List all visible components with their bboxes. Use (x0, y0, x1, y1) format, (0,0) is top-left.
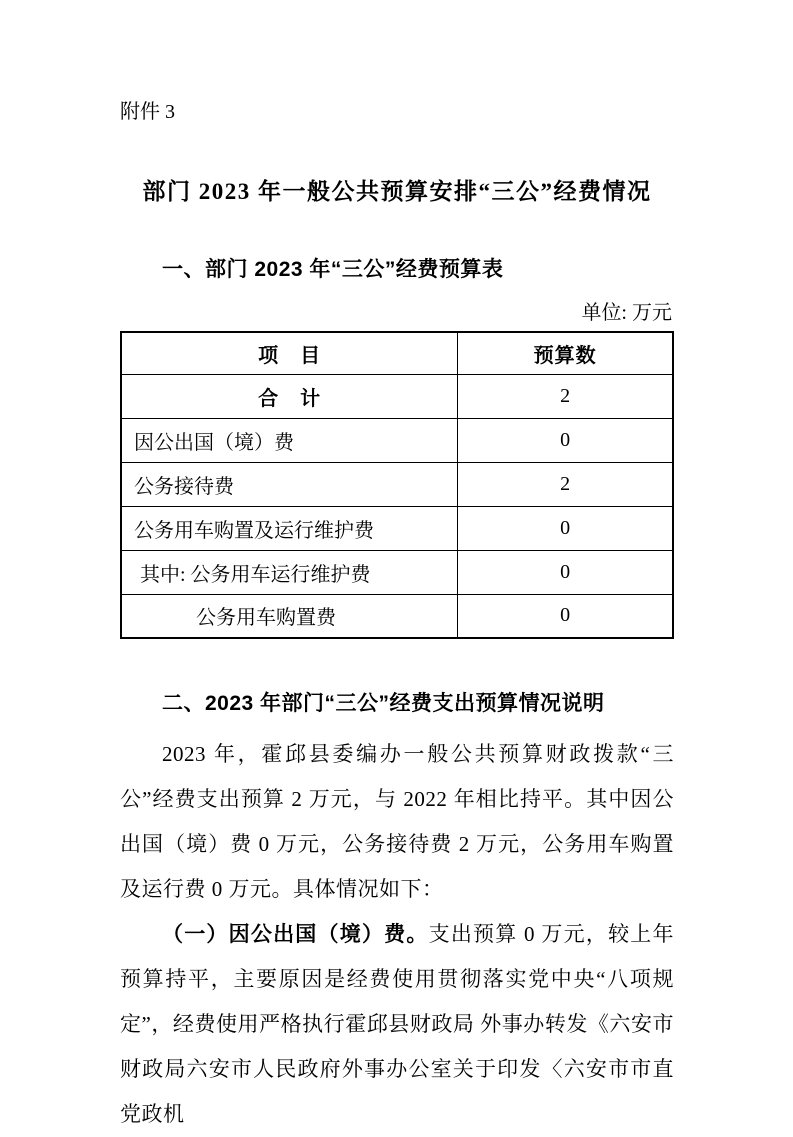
column-header-budget: 预算数 (458, 332, 673, 374)
table-row (121, 418, 673, 462)
document-title: 部门 2023 年一般公共预算安排“三公”经费情况 (142, 179, 652, 204)
budget-table (120, 331, 674, 639)
paragraph-text: 支出预算 0 万元，较上年预算持平，主要原因是经费使用贯彻落实党中央“八项规定”，经费使用严格执行霍邱县财政局 外事办转发《六安市财政局六安市人民政府外事办公室关于印发〈六安市市直党政机 (120, 922, 674, 1126)
table-row (121, 506, 673, 550)
paragraph (120, 732, 674, 912)
row-value: 0 (458, 594, 673, 638)
table-header-row (121, 332, 673, 374)
unit-note: 单位: 万元 (581, 302, 672, 324)
row-label: 公务接待费 (121, 462, 458, 506)
paragraph (120, 912, 674, 1137)
row-value: 0 (458, 506, 673, 550)
table-row (121, 550, 673, 594)
column-header-item: 项 目 (121, 332, 458, 374)
table-row-total (121, 374, 673, 418)
paragraph-lead: （一）因公出国（境）费。 (162, 922, 429, 946)
row-label: 其中: 公务用车运行维护费 (121, 550, 458, 594)
row-label: 公务用车购置及运行维护费 (121, 506, 458, 550)
attachment-label: 附件 3 (120, 101, 175, 123)
paragraph-text: 2023 年，霍邱县委编办一般公共预算财政拨款“三公”经费支出预算 2 万元，与 2022 年相比持平。其中因公出国（境）费 0 万元，公务接待费 2 万元，公务用车购置及运行费 0 万元。具体情况如下： (120, 742, 674, 901)
section2-heading: 二、2023 年部门“三公”经费支出预算情况说明 (162, 692, 605, 715)
row-value: 2 (458, 374, 673, 418)
row-label: 公务用车购置费 (121, 594, 458, 638)
row-value: 0 (458, 550, 673, 594)
row-label: 因公出国（境）费 (121, 418, 458, 462)
row-label: 合 计 (121, 374, 458, 418)
row-value: 2 (458, 462, 673, 506)
row-value: 0 (458, 418, 673, 462)
table-row (121, 462, 673, 506)
table-row (121, 594, 673, 638)
section1-heading: 一、部门 2023 年“三公”经费预算表 (162, 258, 504, 281)
